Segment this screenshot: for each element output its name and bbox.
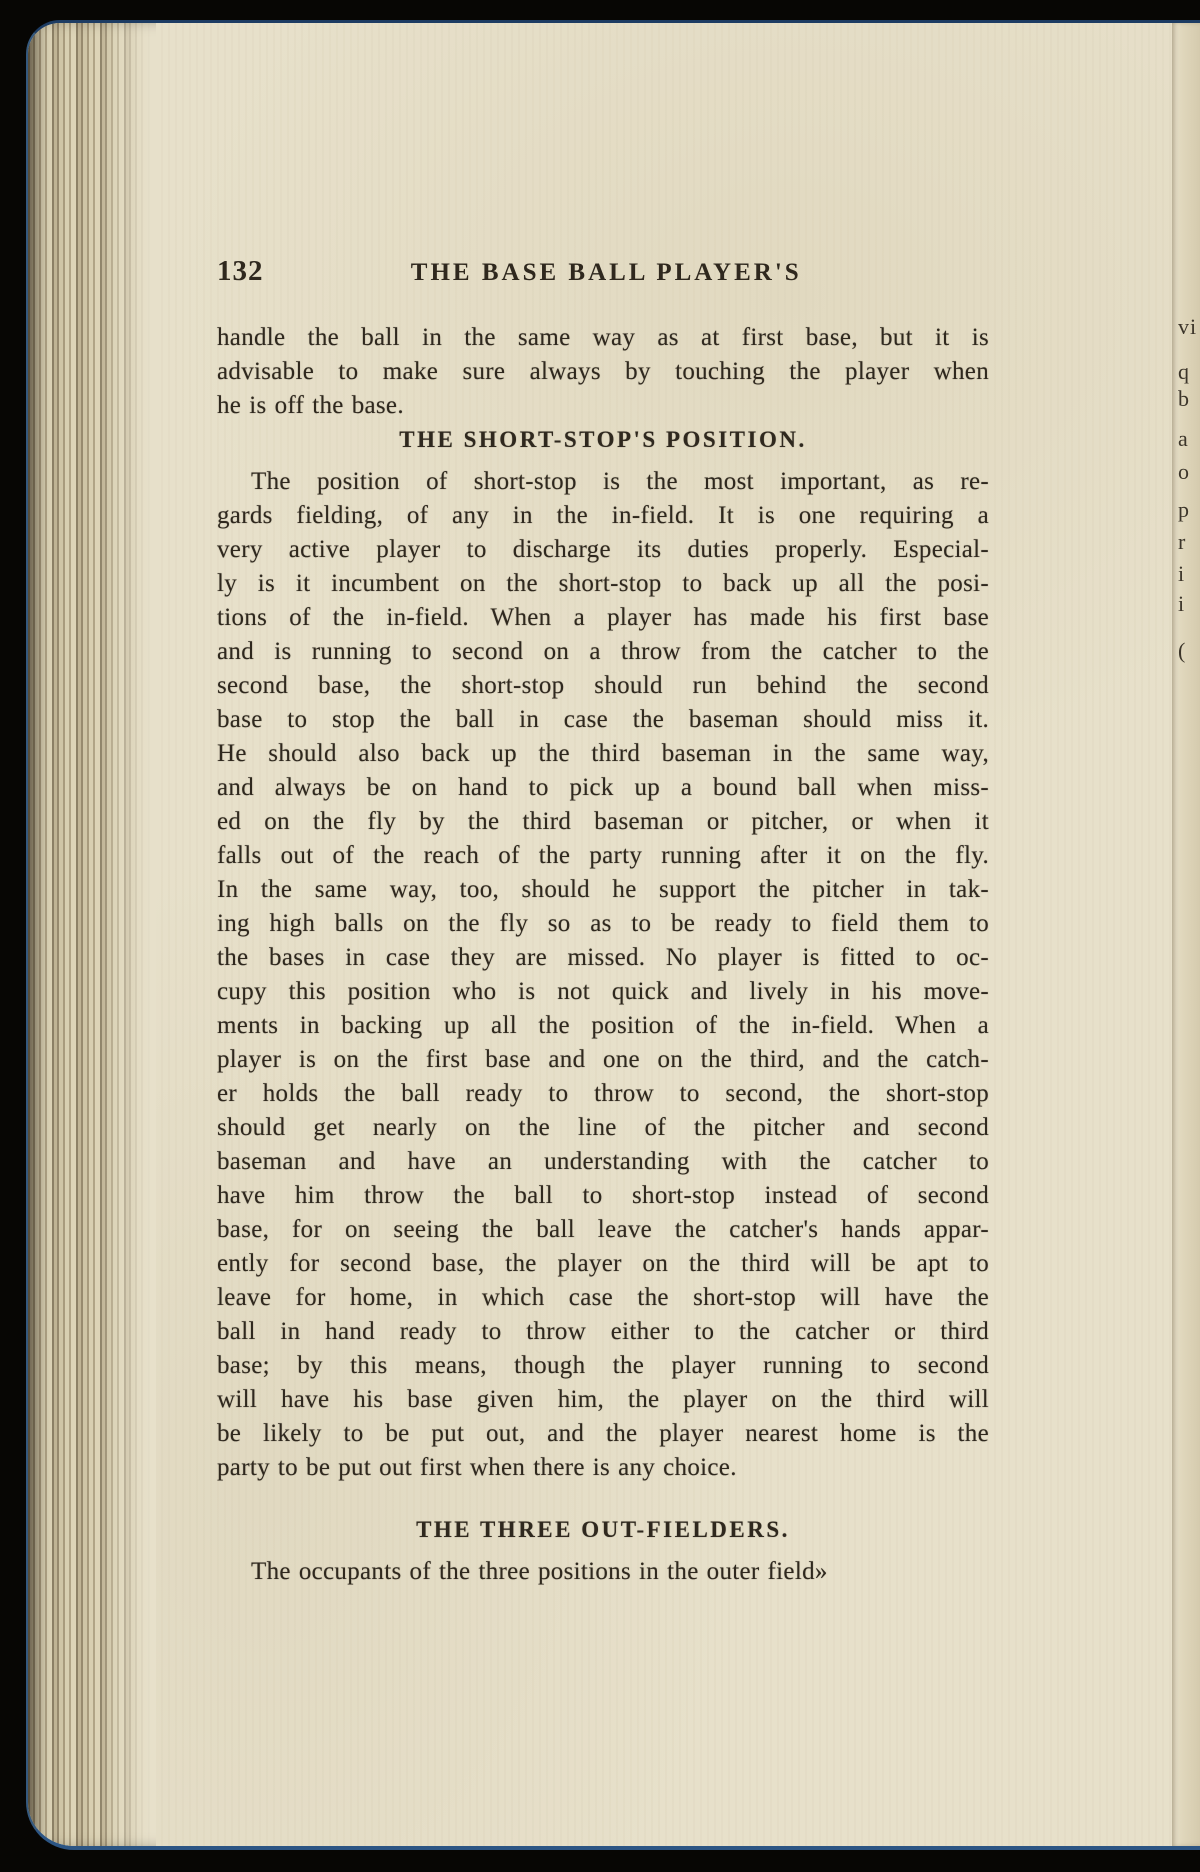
text-line: er holds the ball ready to throw to second, the short-stop	[217, 1080, 989, 1107]
text-line: tions of the in-field. When a player has made his first base	[217, 604, 989, 631]
text-line: second base, the short-stop should run behind the second	[217, 672, 989, 699]
text-line: ing high balls on the fly so as to be ready to field them to	[217, 910, 989, 937]
edge-text-fragment: p	[1178, 497, 1190, 522]
text-line: and always be on hand to pick up a bound ball when miss-	[217, 774, 989, 801]
edge-text-fragment: q	[1178, 359, 1190, 384]
text-line: party to be put out first when there is any choice.	[217, 1454, 737, 1481]
edge-text-fragment: (	[1178, 638, 1187, 663]
running-header: THE BASE BALL PLAYER'S	[410, 259, 802, 286]
text-line: should get nearly on the line of the pitcher and second	[217, 1114, 989, 1141]
text-line: base, for on seeing the ball leave the catcher's hands appar-	[217, 1216, 989, 1243]
text-line: advisable to make sure always by touching the player when	[217, 358, 989, 385]
section-heading-short-stop: THE SHORT-STOP'S POSITION.	[399, 427, 807, 452]
text-line: he is off the base.	[217, 392, 404, 419]
text-line: He should also back up the third baseman in the same way,	[217, 740, 989, 767]
text-line: will have his base given him, the player on the third will	[217, 1386, 989, 1413]
text-line: ball in hand ready to throw either to the catcher or third	[217, 1318, 989, 1345]
text-line: leave for home, in which case the short-stop will have the	[217, 1284, 989, 1311]
text-line: ly is it incumbent on the short-stop to back up all the posi-	[217, 570, 989, 597]
text-line: falls out of the reach of the party running after it on the fly.	[217, 842, 989, 869]
paragraph-intro	[217, 321, 989, 423]
page-number: 132	[217, 255, 264, 287]
text-line: have him throw the ball to short-stop instead of second	[217, 1182, 989, 1209]
page-header	[217, 255, 989, 295]
text-line: very active player to discharge its duties properly. Especial-	[217, 536, 989, 563]
text-line: the bases in case they are missed. No player is fitted to oc-	[217, 944, 989, 971]
text-line: player is on the first base and one on the third, and the catch-	[217, 1046, 989, 1073]
text-line: ently for second base, the player on the third will be apt to	[217, 1250, 989, 1277]
paragraph-short-stop	[217, 465, 989, 1485]
text-line: In the same way, too, should he support the pitcher in tak-	[217, 876, 989, 903]
text-line: The occupants of the three positions in the outer field»	[251, 1558, 828, 1585]
facing-page-edge	[1172, 23, 1200, 1846]
text-line: cupy this position who is not quick and lively in his move-	[217, 978, 989, 1005]
text-line: The position of short-stop is the most important, as re-	[251, 468, 989, 495]
text-line: be likely to be put out, and the player nearest home is the	[217, 1420, 989, 1447]
text-line: baseman and have an understanding with the catcher to	[217, 1148, 989, 1175]
edge-text-fragment: b	[1178, 386, 1190, 411]
paragraph-out-fielders	[217, 1555, 989, 1589]
text-line: base; by this means, though the player running to second	[217, 1352, 989, 1379]
edge-text-fragment: o	[1178, 459, 1190, 484]
text-line: handle the ball in the same way as at first base, but it is	[217, 324, 989, 351]
text-line: ed on the fly by the third baseman or pitcher, or when it	[217, 808, 989, 835]
book-page	[26, 20, 1200, 1850]
edge-text-fragment: a	[1178, 426, 1189, 451]
edge-text-fragment: i	[1178, 561, 1186, 586]
text-line: ments in backing up all the position of the in-field. When a	[217, 1012, 989, 1039]
edge-text-fragment: i	[1178, 591, 1186, 616]
edge-text-fragment: vi	[1178, 314, 1198, 339]
edge-text-fragment: r	[1178, 529, 1187, 554]
section-heading-out-fielders: THE THREE OUT-FIELDERS.	[416, 1517, 790, 1542]
text-line: gards fielding, of any in the in-field. It is one requiring a	[217, 502, 989, 529]
text-line: and is running to second on a throw from the catcher to the	[217, 638, 989, 665]
text-line: base to stop the ball in case the baseman should miss it.	[217, 706, 989, 733]
page-edge-stripes	[28, 23, 156, 1846]
